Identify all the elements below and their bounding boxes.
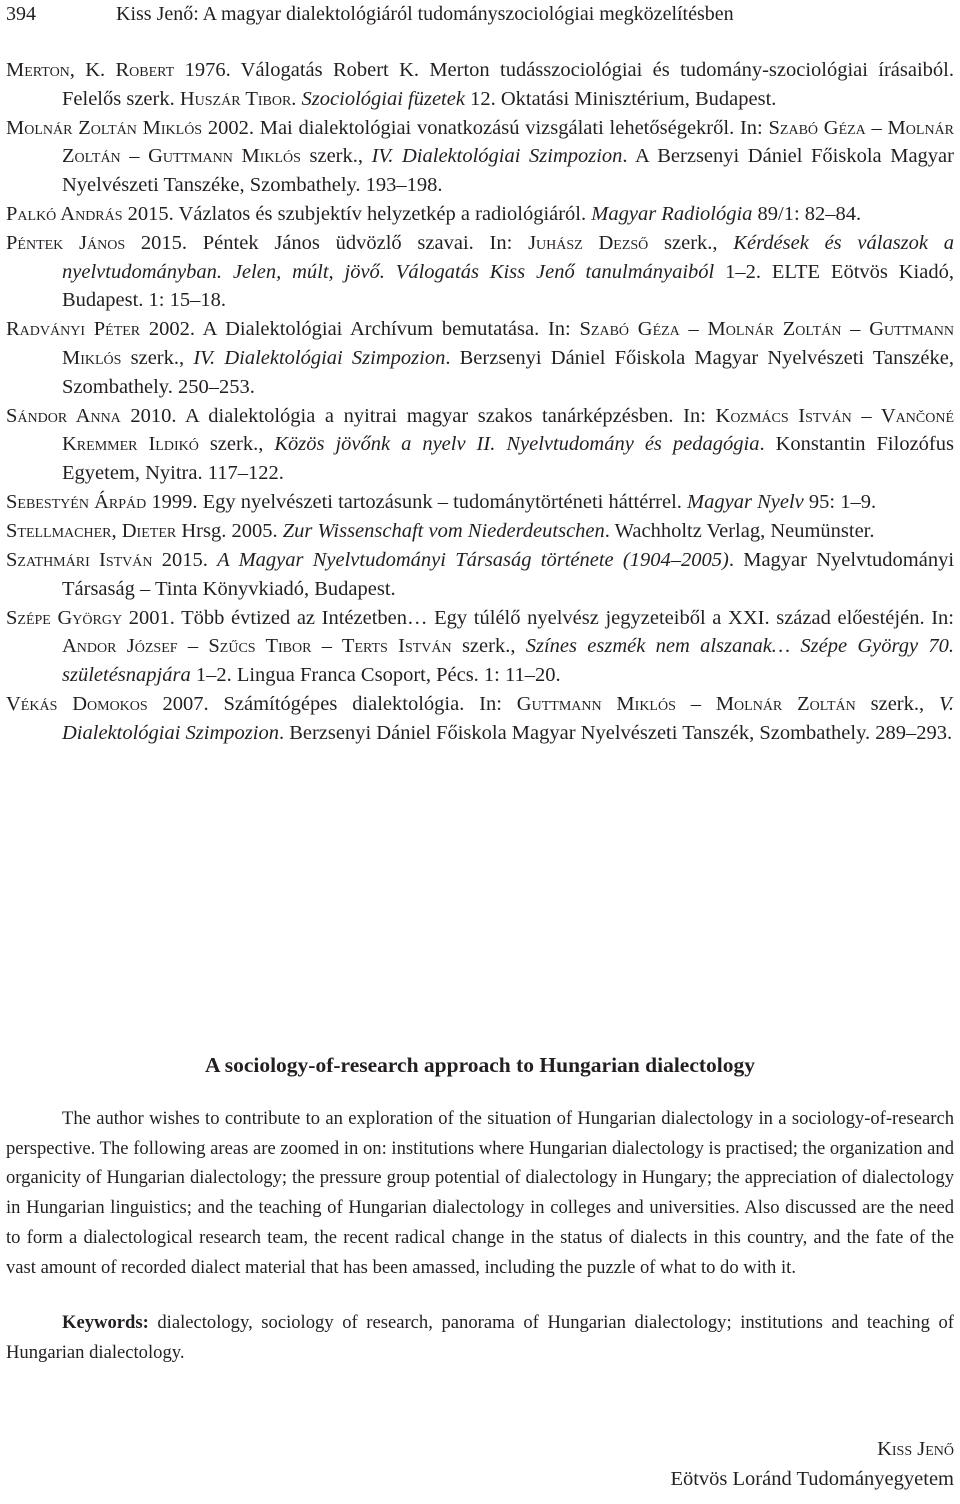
reference-author: Andor József – Szűcs Tibor – Terts István bbox=[62, 635, 452, 658]
reference-author: Palkó András bbox=[6, 202, 123, 225]
reference-text: . Magyar Nyelvtudományi Társaság – Tinta Könyvkiadó, Budapest. bbox=[62, 549, 955, 600]
summary-title: A sociology-of-research approach to Hungarian dialectology bbox=[204, 1053, 756, 1077]
reference-text: . Konstantin Filozófus Egyetem, Nyitra. 117–122. bbox=[62, 433, 954, 484]
running-header bbox=[6, 0, 954, 30]
reference-text: szerk., bbox=[198, 433, 275, 456]
author-signature bbox=[670, 1434, 954, 1494]
author-affiliation: Eötvös Loránd Tudományegyetem bbox=[670, 1468, 954, 1490]
running-title: Kiss Jenő: A magyar dialektológiáról tudományszociológiai megközelítésben bbox=[116, 3, 734, 25]
reference-entry bbox=[6, 604, 954, 690]
reference-title: Zur Wissenschaft vom Niederdeutschen bbox=[282, 520, 605, 542]
reference-text: 2010. A dialektológia a nyitrai magyar szakos tanárképzésben. In: bbox=[120, 404, 716, 427]
author-name: Kiss Jenő bbox=[877, 1438, 954, 1460]
reference-list bbox=[6, 56, 954, 748]
reference-author: Stellmacher, Dieter bbox=[6, 520, 177, 542]
reference-text: 1–2. ELTE Eötvös Kiadó, Budapest. 1: 15–18. bbox=[62, 260, 954, 312]
reference-text: 1–2. Lingua Franca Csoport, Pécs. 1: 11–20. bbox=[190, 663, 561, 686]
reference-title: V. Dialektológiai Szimpozion bbox=[62, 693, 954, 744]
reference-entry bbox=[6, 402, 954, 488]
reference-text: szerk., bbox=[648, 232, 734, 255]
reference-title: A Magyar Nyelvtudományi Társaság története (1904–2005) bbox=[217, 549, 729, 572]
reference-text: 2002. A Dialektológiai Archívum bemutatása. In: bbox=[140, 318, 580, 341]
reference-text: 89/1: 82–84. bbox=[752, 202, 862, 225]
keywords-paragraph bbox=[6, 1308, 954, 1367]
reference-text: szerk., bbox=[121, 346, 194, 369]
reference-author: Szépe György bbox=[6, 606, 123, 629]
english-summary bbox=[6, 1050, 954, 1368]
reference-text: 2007. Számítógépes dialektológia. In: bbox=[147, 693, 517, 716]
reference-entry bbox=[6, 546, 954, 603]
reference-title: IV. Dialektológiai Szimpozion bbox=[371, 145, 623, 168]
reference-author: Szabó Géza – Molnár Zoltán – Guttmann Miklós bbox=[62, 116, 955, 168]
keywords-text: dialectology, sociology of research, panorama of Hungarian dialectology; institutions and teaching of Hungarian dialectology. bbox=[6, 1312, 954, 1363]
reference-title: Kérdések és válaszok a nyelvtudományban. Jelen, múlt, jövő. Válogatás Kiss Jenő tanulmányaiból bbox=[62, 232, 954, 283]
reference-text: szerk., bbox=[451, 635, 526, 658]
reference-text: 2015. Péntek János üdvözlő szavai. In: bbox=[125, 232, 529, 255]
reference-text: . Berzsenyi Dániel Főiskola Magyar Nyelvészeti Tanszék, Szombathely. 289–293. bbox=[278, 721, 953, 744]
reference-text: 1999. Egy nyelvészeti tartozásunk – tudománytörténeti háttérrel. bbox=[146, 490, 688, 513]
reference-text: 12. Oktatási Minisztérium, Budapest. bbox=[464, 87, 777, 110]
reference-text: 95: 1–9. bbox=[803, 490, 877, 513]
reference-text: Hrsg. 2005. bbox=[176, 520, 283, 542]
reference-entry bbox=[6, 517, 954, 546]
reference-title: Magyar Nyelv bbox=[687, 490, 804, 513]
reference-author: Kozmács István – Vančoné Kremmer Ildikó bbox=[62, 404, 954, 456]
reference-entry bbox=[6, 200, 954, 229]
reference-title: Magyar Radiológia bbox=[591, 202, 753, 225]
reference-author: Vékás Domokos bbox=[6, 693, 148, 716]
reference-title: Közös jövőnk a nyelv II. Nyelvtudomány és pedagógia bbox=[274, 433, 760, 456]
reference-text: szerk., bbox=[855, 693, 939, 716]
reference-entry bbox=[6, 56, 954, 113]
reference-author: Molnár Zoltán Miklós bbox=[6, 116, 203, 139]
reference-title: Színes eszmék nem alszanak… Szépe György 70. születésnapjára bbox=[62, 635, 954, 686]
reference-text: szerk., bbox=[300, 145, 372, 168]
reference-author: Merton, K. Robert bbox=[6, 59, 175, 81]
reference-author: Szathmári István bbox=[6, 549, 153, 572]
reference-author: Juhász Dezső bbox=[528, 232, 649, 255]
reference-text: . Wachholtz Verlag, Neumünster. bbox=[604, 520, 875, 542]
reference-title: Szociológiai füzetek bbox=[301, 87, 465, 110]
reference-author: Sebestyén Árpád bbox=[6, 490, 147, 513]
reference-text: 2015. Vázlatos és szubjektív helyzetkép a radiológiáról. bbox=[122, 202, 592, 225]
reference-text: . A Berzsenyi Dániel Főiskola Magyar Nyelvészeti Tanszéke, Szombathely. 193–198. bbox=[62, 145, 954, 196]
reference-title: IV. Dialektológiai Szimpozion bbox=[193, 346, 446, 369]
reference-text: 2015. bbox=[152, 549, 218, 572]
reference-entry bbox=[6, 114, 954, 200]
reference-entry bbox=[6, 315, 954, 401]
reference-author: Sándor Anna bbox=[6, 404, 121, 427]
reference-author: Szabó Géza – Molnár Zoltán – Guttmann Miklós bbox=[62, 318, 954, 369]
reference-entry bbox=[6, 488, 954, 517]
reference-author: Guttmann Miklós – Molnár Zoltán bbox=[516, 693, 856, 716]
reference-author: Radványi Péter bbox=[6, 318, 141, 341]
reference-author: Huszár Tibor bbox=[179, 87, 292, 110]
keywords-label: Keywords: bbox=[62, 1312, 149, 1334]
reference-text: 2002. Mai dialektológiai vonatkozású vizsgálati lehetőségekről. In: bbox=[202, 116, 769, 139]
reference-text: 2001. Több évtized az Intézetben… Egy túlélő nyelvész jegyzeteiből a XXI. század előestéjén. In: bbox=[122, 606, 954, 629]
abstract-text: The author wishes to contribute to an exploration of the situation of Hungarian dialectology in a sociology-of-research perspective. The following areas are zoomed in on: institutions where Hungarian dialectology is practised; the organization and organicity of Hungarian dialectology; the pressure group potential of dialectology in Hungary; the appreciation of dialectology in Hungarian linguistics; and the teaching of Hungarian dialectology in colleges and universities. Also discussed are the need to form a dialectological research team, the recent radical change in the status of dialects in this country, and the fate of the vast amount of recorded dialect material that has been amassed, including the puzzle of what to do with it. bbox=[6, 1108, 954, 1278]
page-number: 394 bbox=[6, 3, 36, 25]
reference-text: 1976. Válogatás Robert K. Merton tudásszociológiai és tudomány-szociológiai írásaiból. Felelős szerk. bbox=[62, 59, 954, 110]
reference-entry bbox=[6, 229, 954, 315]
reference-text: . Berzsenyi Dániel Főiskola Magyar Nyelvészeti Tanszéke, Szombathely. 250–253. bbox=[62, 346, 954, 398]
reference-text: . bbox=[291, 87, 302, 110]
reference-entry bbox=[6, 690, 954, 747]
reference-author: Péntek János bbox=[6, 232, 126, 255]
